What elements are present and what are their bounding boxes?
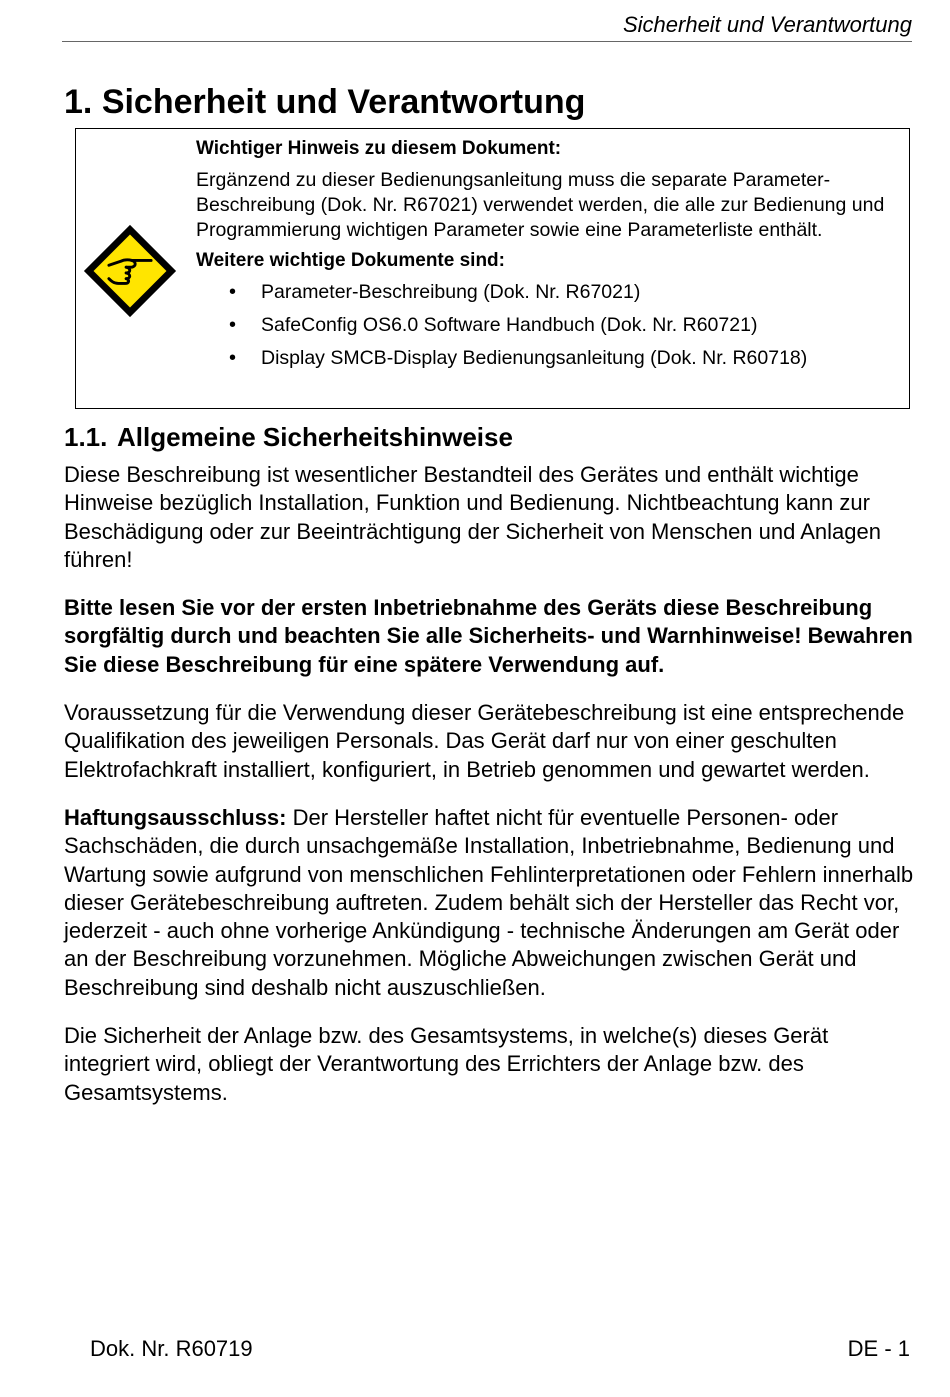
- disclaimer-text: Der Hersteller haftet nicht für eventuelle Personen- oder Sachschäden, die durch unsachgemäße Installation, Inbetriebnahme, Bedienung und Wartung sowie aufgrund von menschlichen Fehlinterpretationen oder Fehlern innerhalb dieser Gerätebeschreibung auftreten. Zudem behält sich der Hersteller das Recht vor, jederzeit - auch ohne vorherige Ankündigung - technische Änderungen am Gerät oder an der Beschreibung vorzunehmen. Mögliche Abweichungen zwischen Gerät und Beschreibung sind deshalb nicht auszuschließen.: [64, 804, 914, 1000]
- running-header: Sicherheit und Verantwortung: [62, 10, 912, 42]
- list-item: • SafeConfig OS6.0 Software Handbuch (Dok. Nr. R60721): [196, 312, 896, 338]
- chapter-heading: [64, 80, 585, 124]
- paragraph: Diese Beschreibung ist wesentlicher Bestandteil des Gerätes und enthält wichtige Hinweise bezüglich Installation, Funktion und Bedienung. Nichtbeachtung kann zur Beschädigung oder zur Beeinträchtigung der Sicherheit von Menschen und Anlagen führen!: [64, 462, 881, 572]
- chapter-title: Sicherheit und Verantwortung: [101, 83, 586, 121]
- footer-page-number: DE - 1: [847, 1336, 910, 1361]
- pointing-hand-warning-icon: [82, 223, 178, 319]
- footer-doc-number: Dok. Nr. R60719: [90, 1336, 253, 1361]
- section-title: Allgemeine Sicherheitshinweise: [117, 422, 513, 452]
- disclaimer-label: Haftungsausschluss:: [64, 804, 287, 830]
- paragraph: Die Sicherheit der Anlage bzw. des Gesamtsystems, in welche(s) dieses Gerät integriert wird, obliegt der Verantwortung des Errichters der Anlage bzw. des Gesamtsystems.: [64, 1023, 829, 1105]
- notice-text: Ergänzend zu dieser Bedienungsanleitung muss die separate Parameter-Beschreibung (Dok. Nr. R67021) verwendet werden, die alle zur Bedienung und Programmierung wichtigen Parameter sowie eine Parameterliste enthält.: [196, 169, 885, 241]
- paragraph: Voraussetzung für die Verwendung dieser Gerätebeschreibung ist eine entsprechende Qualifikation des jeweiligen Personals. Das Gerät darf nur von einer geschulten Elektrofachkraft installiert, konfiguriert, in Betrieb genommen und gewartet werden.: [64, 700, 905, 782]
- section-heading: [64, 420, 513, 454]
- paragraph: Bitte lesen Sie vor der ersten Inbetriebnahme des Geräts diese Beschreibung sorgfältig durch und beachten Sie alle Sicherheits- und Warnhinweise! Bewahren Sie diese Beschreibung für eine spätere Verwendung auf.: [64, 595, 913, 677]
- notice-content: [196, 137, 896, 378]
- notice-title: Wichtiger Hinweis zu diesem Dokument:: [196, 138, 562, 159]
- notice-subtitle: Weitere wichtige Dokumente sind:: [196, 250, 505, 271]
- paragraph: [64, 804, 914, 1002]
- section-body: [64, 461, 914, 1127]
- list-item: • Parameter-Beschreibung (Dok. Nr. R67021): [196, 279, 896, 305]
- chapter-number: 1.: [64, 83, 93, 121]
- important-notice-box: [75, 128, 910, 409]
- section-number: 1.1.: [64, 422, 108, 452]
- list-item: • Display SMCB-Display Bedienungsanleitung (Dok. Nr. R60718): [196, 345, 896, 371]
- document-list: [196, 279, 896, 371]
